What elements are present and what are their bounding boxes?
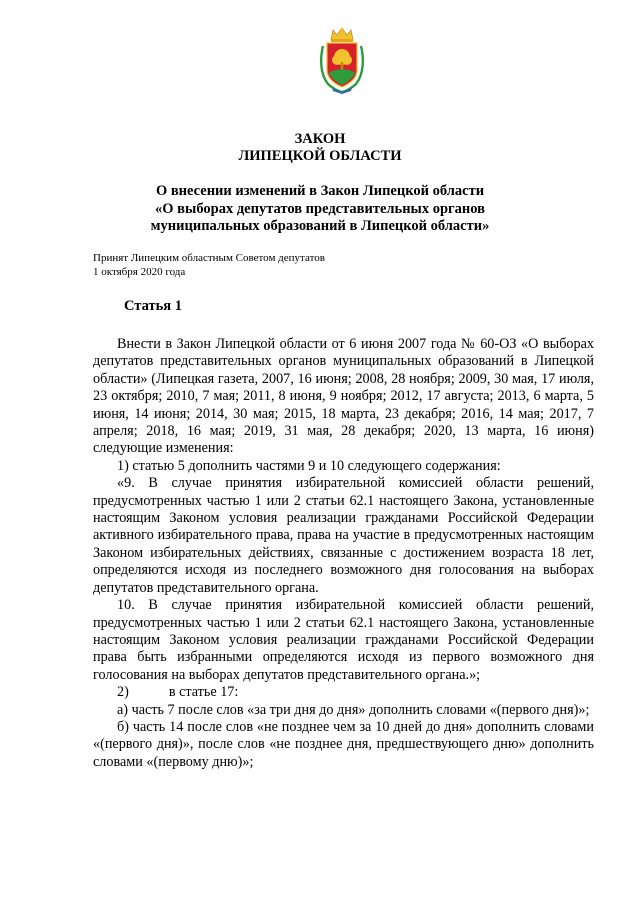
paragraph-part-10: 10. В случае принятия избирательной комиссией области решений, предусмотренных частью 1 или 2 статьи 62.1 настоящего Закона, установленные настоящим Законом условия реализации гражданами Российской Федерации права быть избранными определяются исходя из первого возможного дня голосования на выборах депутатов представительного органа.»; [93,597,594,683]
adoption-note: Принят Липецким областным Советом депутатов 1 октября 2020 года [93,252,325,278]
coat-of-arms-icon [318,26,366,94]
crown-icon [331,28,353,42]
law-title: ЗАКОН ЛИПЕЦКОЙ ОБЛАСТИ [238,131,402,164]
paragraph-item-2: 2) в статье 17: [117,684,239,701]
paragraph-sub-a: а) часть 7 после слов «за три дня до дня» дополнить словами «(первого дня)»; [117,701,590,718]
paragraph-item-1: 1) статью 5 дополнить частями 9 и 10 следующего содержания: [117,457,501,474]
article-title: Статья 1 [124,298,182,314]
law-subtitle: О внесении изменений в Закон Липецкой области «О выборах депутатов представительных органов муниципальных образований в Липецкой области» [150,183,490,234]
paragraph-intro: Внести в Закон Липецкой области от 6 июня 2007 года № 60-ОЗ «О выборах депутатов представительных органов муниципальных образований в Липецкой области» (Липецкая газета, 2007, 16 июня; 2008, 28 ноября; 2009, 30 мая, 17 июля, 23 октября; 2010, 7 мая; 2011, 8 июня, 9 ноября; 2012, 17 августа; 2013, 6 марта, 5 июня, 14 июня; 2014, 30 мая; 2015, 18 марта, 23 декабря; 2016, 14 мая; 2017, 7 апреля; 2018, 16 мая; 2019, 31 мая, 28 декабря; 2020, 13 марта, 16 июня) следующие изменения: [93,336,594,457]
article-body [93,336,594,771]
paragraph-sub-b: б) часть 14 после слов «не позднее чем за 10 дней до дня» дополнить словами «(первого дня)», после слов «не позднее дня, предшествующего дню» дополнить словами «(первому дню)»; [93,718,594,770]
paragraph-part-9: «9. В случае принятия избирательной комиссией области решений, предусмотренных частью 1 или 2 статьи 62.1 настоящего Закона, установленные настоящим Законом условия реализации гражданами Российской Федерации активного избирательного права, права на участие в предусмотренных настоящим Законом избирательных действиях, связанные с достижением возраста 18 лет, определяются исходя из последнего возможного дня голосования на выборах депутатов представительного органа. [93,475,594,596]
